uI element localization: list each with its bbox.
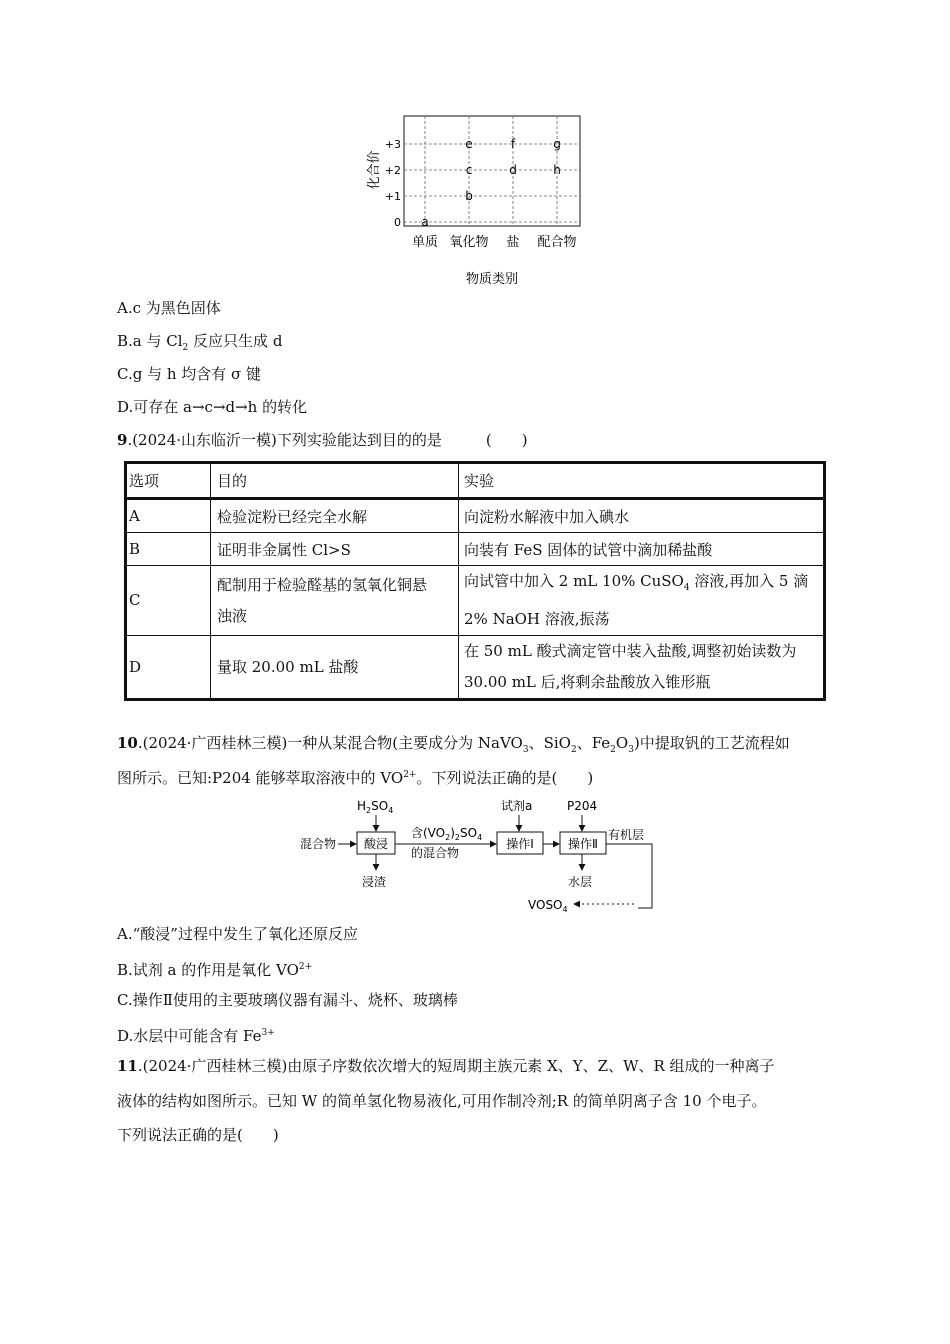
chart-point-e: e bbox=[465, 137, 473, 151]
cell-experiment: 向装有 FeS 固体的试管中滴加稀盐酸 bbox=[459, 533, 825, 566]
chart-x-tick: 配合物 bbox=[537, 235, 577, 250]
flow-op2: 操作Ⅱ bbox=[568, 837, 598, 851]
valence-chart bbox=[360, 108, 590, 293]
cell-experiment: 向淀粉水解液中加入碘水 bbox=[459, 499, 825, 533]
flow-op1: 操作Ⅰ bbox=[506, 837, 534, 851]
cell-option: C bbox=[126, 566, 211, 636]
chart-x-label: 物质类别 bbox=[465, 272, 519, 287]
cell-aim: 量取 20.00 mL 盐酸 bbox=[211, 636, 459, 700]
table-row bbox=[126, 499, 825, 533]
chart-y-tick: +1 bbox=[384, 190, 401, 203]
chart-x-tick: 单质 bbox=[411, 235, 439, 250]
chart-x-ticks bbox=[412, 234, 577, 250]
q8-option-c: C.g 与 h 均含有 σ 键 bbox=[117, 365, 262, 383]
cell-aim: 检验淀粉已经完全水解 bbox=[211, 499, 459, 533]
flow-residue: 浸渣 bbox=[362, 875, 387, 889]
header-experiment: 实验 bbox=[459, 463, 825, 499]
flow-acid-leach: 酸浸 bbox=[363, 837, 389, 851]
flow-aqueous-layer: 水层 bbox=[568, 875, 593, 889]
chart-y-tick: +2 bbox=[384, 164, 401, 177]
cell-experiment: 向试管中加入 2 mL 10% CuSO$_4$ 溶液,再加入 5 滴 2% NaOH 溶液,振荡 bbox=[459, 566, 825, 636]
q10-stem-line1: 10.(2024·广西桂林三模)一种从某混合物(主要成分为 NaVO$_3$、SiO$_2$、$Fe_2O_3$)中提取钒的工艺流程如 bbox=[117, 734, 790, 755]
q9-stem: 9.(2024·山东临沂一模)下列实验能达到目的的是 ( ) bbox=[117, 431, 528, 449]
chart-x-tick: 氧化物 bbox=[449, 235, 489, 250]
chart-y-tick: 0 bbox=[394, 216, 401, 229]
cell-option: B bbox=[126, 533, 211, 566]
q10-option-b: B.试剂 a 的作用是氧化 $VO^{2+}$ bbox=[117, 961, 313, 979]
chart-point-c: c bbox=[465, 163, 473, 177]
cell-option: A bbox=[126, 499, 211, 533]
flow-h2so4: $H_2SO_4$ bbox=[357, 799, 394, 815]
q10-option-c: C.操作Ⅱ使用的主要玻璃仪器有漏斗、烧杯、玻璃棒 bbox=[117, 991, 458, 1009]
chart-point-f: f bbox=[510, 137, 516, 151]
table-row bbox=[126, 566, 825, 636]
chart-point-d: d bbox=[509, 163, 517, 177]
flow-mixture: 混合物 bbox=[300, 837, 337, 851]
cell-option: D bbox=[126, 636, 211, 700]
flow-p204: P204 bbox=[567, 799, 598, 813]
q8-option-a: A.c 为黑色固体 bbox=[117, 299, 221, 317]
chart-y-label: 化合价 bbox=[367, 150, 382, 190]
q9-table bbox=[124, 461, 826, 701]
q11-stem-line2: 液体的结构如图所示。已知 W 的简单氢化物易液化,可用作制冷剂;R 的简单阴离子含 10 个电子。 bbox=[117, 1092, 767, 1110]
flow-voso4: $VOSO_4$ bbox=[528, 898, 568, 914]
chart-point-b: b bbox=[465, 189, 473, 203]
q10-option-d: D.水层中可能含有 $Fe^{3+}$ bbox=[117, 1027, 275, 1045]
cell-aim: 配制用于检验醛基的氢氧化铜悬 浊液 bbox=[211, 566, 459, 636]
q10-flow-diagram bbox=[290, 793, 670, 917]
cell-experiment: 在 50 mL 酸式滴定管中装入盐酸,调整初始读数为 30.00 mL 后,将剩余盐酸放入锥形瓶 bbox=[459, 636, 825, 700]
header-aim: 目的 bbox=[211, 463, 459, 499]
flow-reagent-a: 试剂a bbox=[501, 799, 533, 813]
q8-option-d: D.可存在 a→c→d→h 的转化 bbox=[117, 398, 308, 416]
header-option: 选项 bbox=[126, 463, 211, 499]
cell-aim: 证明非金属性 Cl>S bbox=[211, 533, 459, 566]
q11-stem-line3: 下列说法正确的是( ) bbox=[117, 1126, 279, 1144]
chart-points bbox=[421, 137, 560, 229]
chart-point-a: a bbox=[421, 215, 429, 229]
table-row bbox=[126, 636, 825, 700]
table-header-row bbox=[126, 463, 825, 499]
flow-organic-layer: 有机层 bbox=[608, 828, 645, 842]
q8-option-b: B.a 与 $Cl_2$ 反应只生成 d bbox=[117, 332, 283, 353]
table-row bbox=[126, 533, 825, 566]
chart-point-h: h bbox=[553, 163, 561, 177]
chart-x-tick: 盐 bbox=[506, 235, 520, 250]
q11-stem-line1: 11.(2024·广西桂林三模)由原子序数依次增大的短周期主族元素 X、Y、Z、W、R 组成的一种离子 bbox=[117, 1057, 775, 1075]
chart-y-ticks bbox=[385, 138, 401, 229]
flow-contains: 含$(VO_2)_2SO_4$ bbox=[411, 826, 483, 842]
chart-y-tick: +3 bbox=[384, 138, 401, 151]
chart-point-g: g bbox=[553, 137, 561, 151]
flow-contains-2: 的混合物 bbox=[411, 846, 460, 860]
q10-option-a: A.“酸浸”过程中发生了氧化还原反应 bbox=[117, 925, 358, 943]
q10-stem-line2: 图所示。已知:P204 能够萃取溶液中的 $VO^{2+}$。下列说法正确的是( ) bbox=[117, 769, 594, 787]
